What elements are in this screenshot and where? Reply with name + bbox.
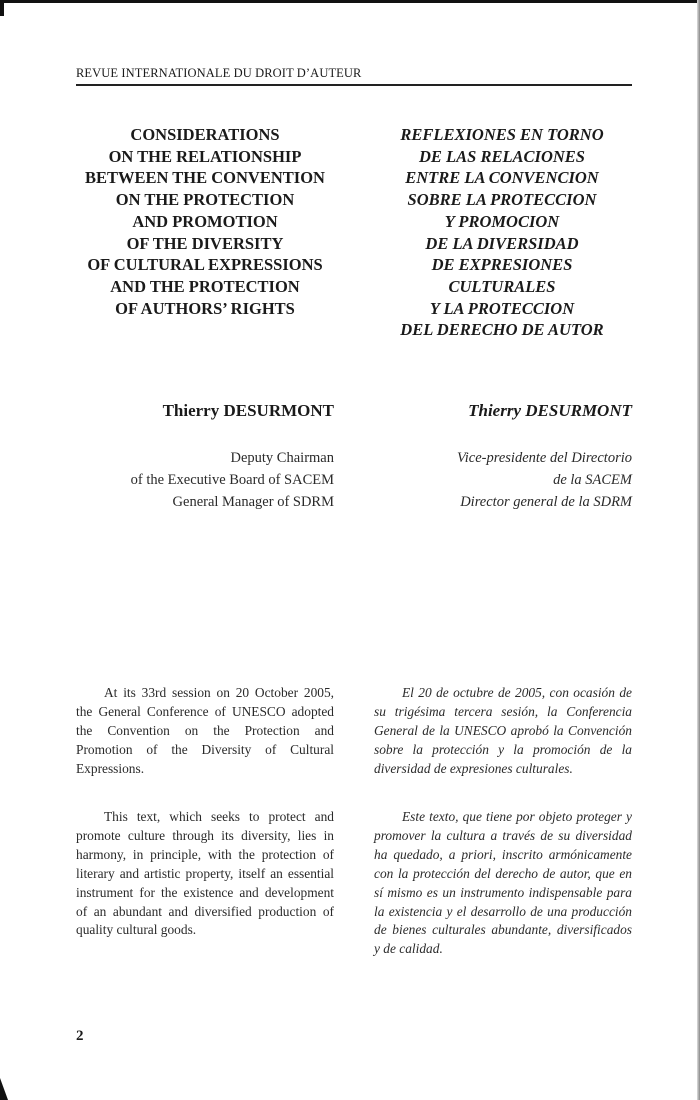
- english-title-line: ON THE RELATIONSHIP: [108, 146, 302, 166]
- english-affiliation-line: Deputy Chairman: [230, 450, 334, 466]
- english-title-line: ON THE PROTECTION: [115, 190, 295, 210]
- english-title-line: AND PROMOTION: [132, 211, 278, 231]
- english-affiliation: [76, 447, 334, 513]
- english-author: Thierry DESURMONT: [162, 401, 334, 420]
- english-title-line: AND THE PROTECTION: [110, 276, 300, 296]
- spanish-affiliation-line: Director general de la SDRM: [460, 494, 632, 510]
- spanish-title: [368, 124, 636, 341]
- spanish-title-line: SOBRE LA PROTECCION: [407, 190, 597, 210]
- spanish-title-line: Y PROMOCION: [444, 211, 560, 231]
- spanish-affiliation-line: Vice-presidente del Directorio: [456, 450, 632, 466]
- english-title-line: OF AUTHORS’ RIGHTS: [115, 298, 295, 318]
- spanish-affiliation-line: de la SACEM: [553, 472, 632, 488]
- english-affiliation-line: of the Executive Board of SACEM: [130, 472, 334, 488]
- spanish-title-line: REFLEXIONES EN TORNO: [400, 125, 604, 144]
- english-title-line: CONSIDERATIONS: [130, 125, 280, 144]
- english-title-line: BETWEEN THE CONVENTION: [85, 168, 325, 188]
- english-paragraph-1: At its 33rd session on 20 October 2005, the General Conference of UNESCO adopted the Convention on the Protection and Promotion of the Diversity of Cultural Expressions.: [76, 685, 334, 776]
- spanish-affiliation: [374, 447, 632, 513]
- running-head: REVUE INTERNATIONALE DU DROIT D’AUTEUR: [76, 66, 632, 86]
- spanish-paragraph-1: El 20 de octubre de 2005, con ocasión de su trigésima tercera sesión, la Conferencia General de la UNESCO aprobó la Convención sobre la protección y la promoción de la diversidad de expresiones culturales.: [374, 685, 632, 776]
- spanish-title-line: DEL DERECHO DE AUTOR: [400, 320, 604, 340]
- english-affiliation-line: General Manager of SDRM: [172, 494, 334, 510]
- spanish-title-line: Y LA PROTECCION: [429, 298, 575, 318]
- scan-top-edge: [0, 0, 700, 3]
- scan-left-edge: [0, 0, 4, 16]
- spanish-paragraph-2: Este texto, que tiene por objeto proteger y promover la cultura a través de su diversidad ha quedado, a priori, inscrito armónicamente con la protección del derecho de autor, que en sí mismo es un instrumento indispensable para la existencia y el desarrollo de una producción de bienes culturales abundante, diversificados y de calidad.: [374, 809, 632, 957]
- spanish-author: Thierry DESURMONT: [468, 401, 632, 420]
- spanish-title-line: ENTRE LA CONVENCION: [405, 168, 599, 188]
- spanish-title-line: DE LAS RELACIONES: [419, 146, 585, 166]
- spanish-title-line: DE LA DIVERSIDAD: [425, 233, 579, 253]
- english-title-line: OF CULTURAL EXPRESSIONS: [87, 255, 323, 275]
- english-title: [76, 124, 334, 319]
- spanish-title-line: CULTURALES: [448, 276, 556, 296]
- spanish-title-line: DE EXPRESIONES: [431, 255, 573, 275]
- english-paragraph-2: This text, which seeks to protect and promote culture through its diversity, lies in harmony, in principle, with the protection of literary and artistic property, itself an essential instrument for the existence and development of an abundant and diversified production of quality cultural goods.: [76, 809, 334, 938]
- page-number: 2: [76, 1028, 84, 1044]
- english-title-line: OF THE DIVERSITY: [126, 233, 284, 253]
- scan-corner-mark: [0, 1078, 8, 1100]
